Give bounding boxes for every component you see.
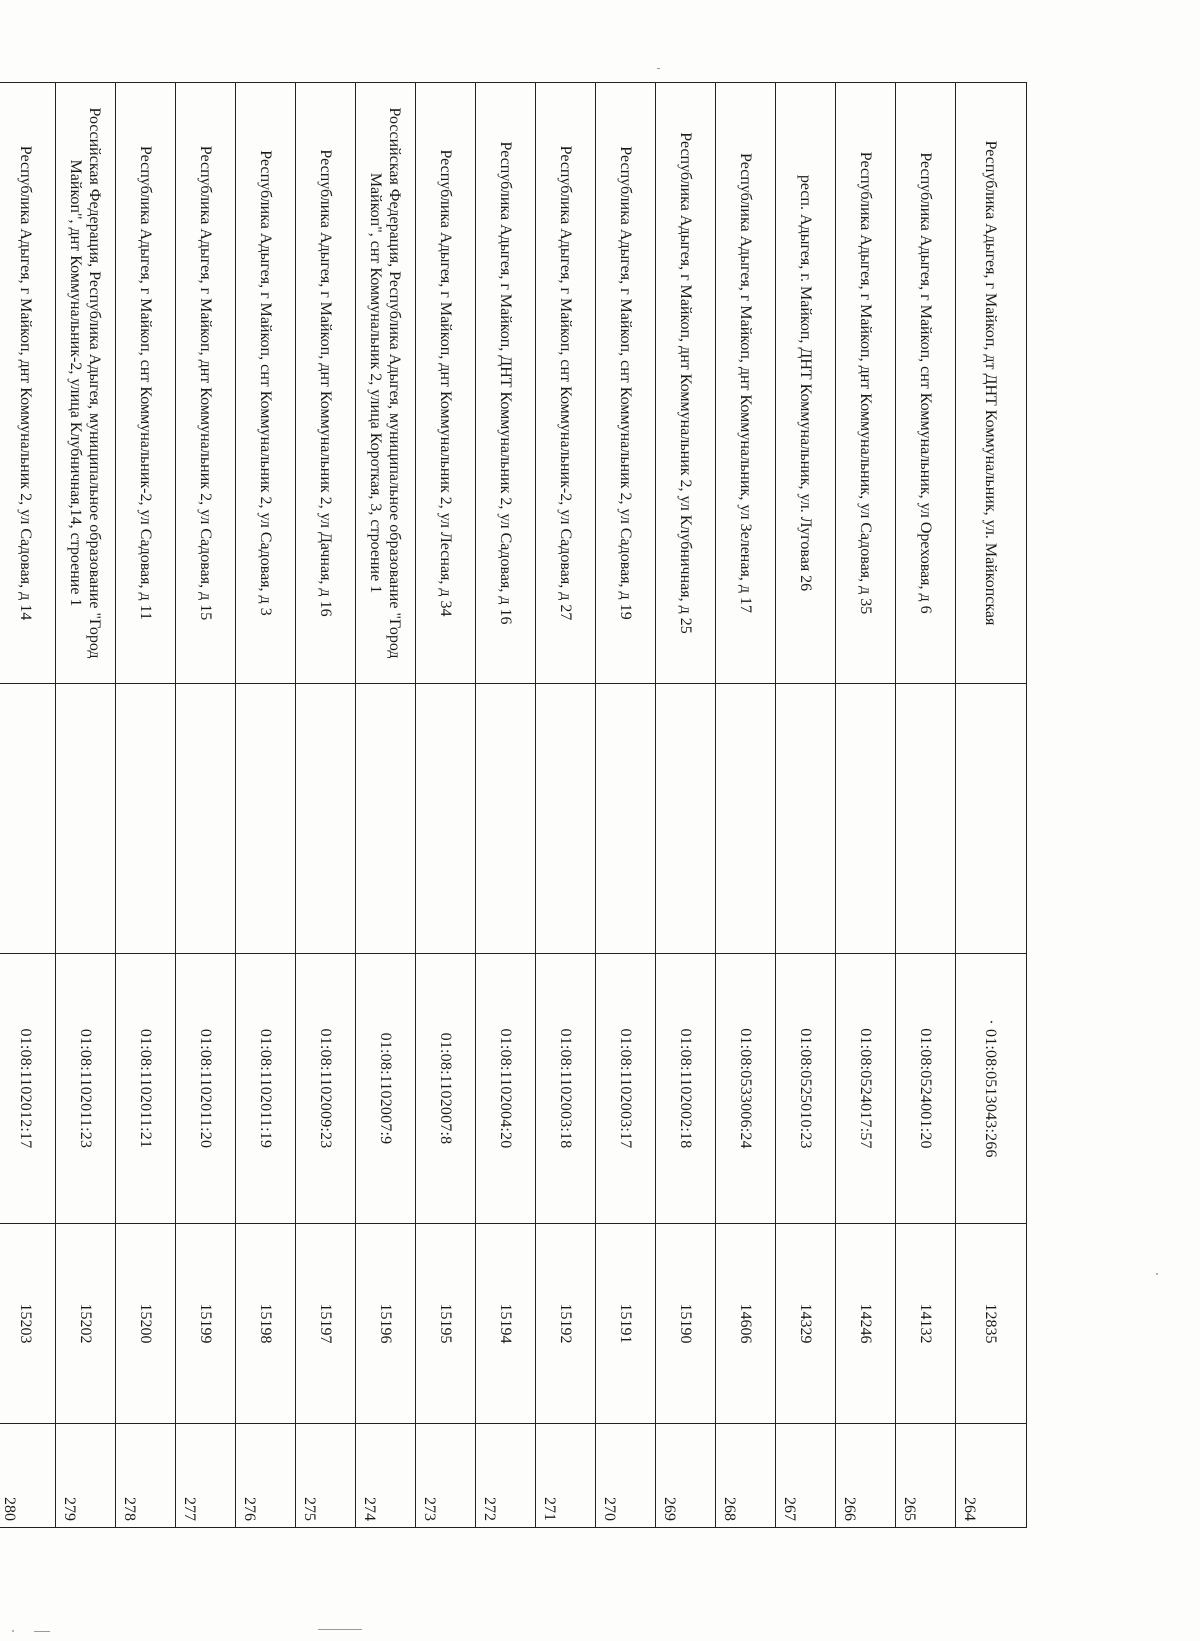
row-number-cell: 276: [236, 1424, 296, 1528]
empty-cell: [896, 684, 956, 954]
table-row: [776, 83, 836, 1528]
empty-cell: [776, 684, 836, 954]
address-cell: Республика Адыгея, г Майкоп, днт Коммунальник, ул Садовая, д 35: [836, 83, 896, 684]
scan-speck: [12, 1630, 14, 1632]
row-number-cell: 277: [176, 1424, 236, 1528]
registry-number-cell: 15202: [56, 1224, 116, 1424]
cadastral-number-cell: 01:08:1102011:19: [236, 954, 296, 1224]
table-row: [116, 83, 176, 1528]
cadastral-number-cell: 01:08:1102007:9: [356, 954, 416, 1224]
rotated-table-block: [1, 82, 1027, 1527]
registry-number-cell: 15192: [536, 1224, 596, 1424]
table-row: [596, 83, 656, 1528]
address-cell: Республика Адыгея, г Майкоп, дт ДНТ Коммунальник, ул. Майкопская: [956, 83, 1027, 684]
address-cell: Республика Адыгея, г Майкоп, днт Коммунальник 2, ул Клубничная, д 25: [656, 83, 716, 684]
cadastral-number-cell: 01:08:1102011:23: [56, 954, 116, 1224]
row-number-cell: 274: [356, 1424, 416, 1528]
cadastral-number-cell: 01:08:1102003:18: [536, 954, 596, 1224]
empty-cell: [416, 684, 476, 954]
cadastral-number-cell: 01:08:1102011:20: [176, 954, 236, 1224]
table-row: [956, 83, 1027, 1528]
scan-speck: [657, 68, 660, 69]
registry-number-cell: 15203: [0, 1224, 56, 1424]
empty-cell: [716, 684, 776, 954]
registry-number-cell: 15195: [416, 1224, 476, 1424]
scan-speck: [34, 1631, 50, 1632]
registry-number-cell: 15199: [176, 1224, 236, 1424]
address-cell: Республика Адыгея, г Майкоп, снт Коммунальник-2, ул Садовая, д 11: [116, 83, 176, 684]
address-cell: Республика Адыгея, г Майкоп, снт Коммунальник, ул Ореховая, д 6: [896, 83, 956, 684]
address-cell: Республика Адыгея, г Майкоп, днт Коммунальник 2, ул Садовая, д 14: [0, 83, 56, 684]
cadastral-number-cell: 01:08:1102003:17: [596, 954, 656, 1224]
empty-cell: [0, 684, 56, 954]
cadastral-number-cell: 01:08:1102004:20: [476, 954, 536, 1224]
row-number-cell: 265: [896, 1424, 956, 1528]
table-row: [536, 83, 596, 1528]
table-row: [836, 83, 896, 1528]
registry-number-cell: 15200: [116, 1224, 176, 1424]
row-number-cell: 271: [536, 1424, 596, 1528]
cadastral-number-cell: 01:08:0524017:57: [836, 954, 896, 1224]
table-row: [896, 83, 956, 1528]
land-plot-register-table: [0, 82, 1027, 1528]
row-number-cell: 268: [716, 1424, 776, 1528]
empty-cell: [176, 684, 236, 954]
registry-number-cell: 12835: [956, 1224, 1027, 1424]
cadastral-number-cell: 01:08:0525010:23: [776, 954, 836, 1224]
cadastral-number-cell: 01:08:1102012:17: [0, 954, 56, 1224]
address-cell: Республика Адыгея, г Майкоп, днт Коммунальник, ул Зеленая, д 17: [716, 83, 776, 684]
register-table-body: [0, 83, 1027, 1528]
table-row: [356, 83, 416, 1528]
registry-number-cell: 14606: [716, 1224, 776, 1424]
scan-speck: [318, 1629, 362, 1630]
address-cell: Республика Адыгея, г Майкоп, днт Коммунальник 2, ул Дачная, д 16: [296, 83, 356, 684]
table-row: [716, 83, 776, 1528]
address-cell: Российская Федерация, Республика Адыгея, муниципальное образование "Город Майкоп", днт Коммунальник-2, улица Клубничная,14, строение 1: [56, 83, 116, 684]
table-row: [176, 83, 236, 1528]
registry-number-cell: 15197: [296, 1224, 356, 1424]
cadastral-number-cell: 01:08:0524001:20: [896, 954, 956, 1224]
registry-number-cell: 15194: [476, 1224, 536, 1424]
row-number-cell: 266: [836, 1424, 896, 1528]
row-number-cell: 264: [956, 1424, 1027, 1528]
address-cell: Республика Адыгея, г Майкоп, ДНТ Коммунальник 2, ул Садовая, д 16: [476, 83, 536, 684]
row-number-cell: 279: [56, 1424, 116, 1528]
address-cell: Республика Адыгея, г Майкоп, днт Коммунальник 2, ул Лесная, д 34: [416, 83, 476, 684]
table-row: [656, 83, 716, 1528]
registry-number-cell: 15198: [236, 1224, 296, 1424]
registry-number-cell: 14246: [836, 1224, 896, 1424]
empty-cell: [116, 684, 176, 954]
table-row: [476, 83, 536, 1528]
address-cell: респ. Адыгея, г. Майкоп, ДНТ Коммунальник, ул. Луговая 26: [776, 83, 836, 684]
empty-cell: [536, 684, 596, 954]
address-cell: Республика Адыгея, г Майкоп, днт Коммунальник 2, ул Садовая, д 15: [176, 83, 236, 684]
row-number-cell: 280: [0, 1424, 56, 1528]
cadastral-number-cell: 01:08:1102002:18: [656, 954, 716, 1224]
table-row: [296, 83, 356, 1528]
empty-cell: [956, 684, 1027, 954]
scan-speck: [1156, 1273, 1158, 1275]
cadastral-number-cell: · 01:08:0513043:266: [956, 954, 1027, 1224]
cadastral-number-cell: 01:08:0533006:24: [716, 954, 776, 1224]
empty-cell: [656, 684, 716, 954]
table-row: [56, 83, 116, 1528]
registry-number-cell: 15191: [596, 1224, 656, 1424]
empty-cell: [836, 684, 896, 954]
empty-cell: [476, 684, 536, 954]
table-row: [416, 83, 476, 1528]
empty-cell: [296, 684, 356, 954]
table-row: [236, 83, 296, 1528]
row-number-cell: 267: [776, 1424, 836, 1528]
registry-number-cell: 15190: [656, 1224, 716, 1424]
cadastral-number-cell: 01:08:1102007:8: [416, 954, 476, 1224]
address-cell: Российская Федерация, Республика Адыгея, муниципальное образование "Город Майкоп", снт Коммунальник 2, улица Короткая, 3, строение 1: [356, 83, 416, 684]
row-number-cell: 273: [416, 1424, 476, 1528]
row-number-cell: 269: [656, 1424, 716, 1528]
empty-cell: [596, 684, 656, 954]
registry-number-cell: 15196: [356, 1224, 416, 1424]
address-cell: Республика Адыгея, г Майкоп, снт Коммунальник 2, ул Садовая, д 3: [236, 83, 296, 684]
row-number-cell: 278: [116, 1424, 176, 1528]
cadastral-number-cell: 01:08:1102009:23: [296, 954, 356, 1224]
empty-cell: [356, 684, 416, 954]
empty-cell: [236, 684, 296, 954]
table-row: [0, 83, 56, 1528]
registry-number-cell: 14329: [776, 1224, 836, 1424]
row-number-cell: 275: [296, 1424, 356, 1528]
empty-cell: [56, 684, 116, 954]
row-number-cell: 270: [596, 1424, 656, 1528]
row-number-cell: 272: [476, 1424, 536, 1528]
address-cell: Республика Адыгея, г Майкоп, снт Коммунальник 2, ул Садовая, д 19: [596, 83, 656, 684]
address-cell: Республика Адыгея, г Майкоп, снт Коммунальник-2, ул Садовая, д 27: [536, 83, 596, 684]
cadastral-number-cell: 01:08:1102011:21: [116, 954, 176, 1224]
registry-number-cell: 14132: [896, 1224, 956, 1424]
